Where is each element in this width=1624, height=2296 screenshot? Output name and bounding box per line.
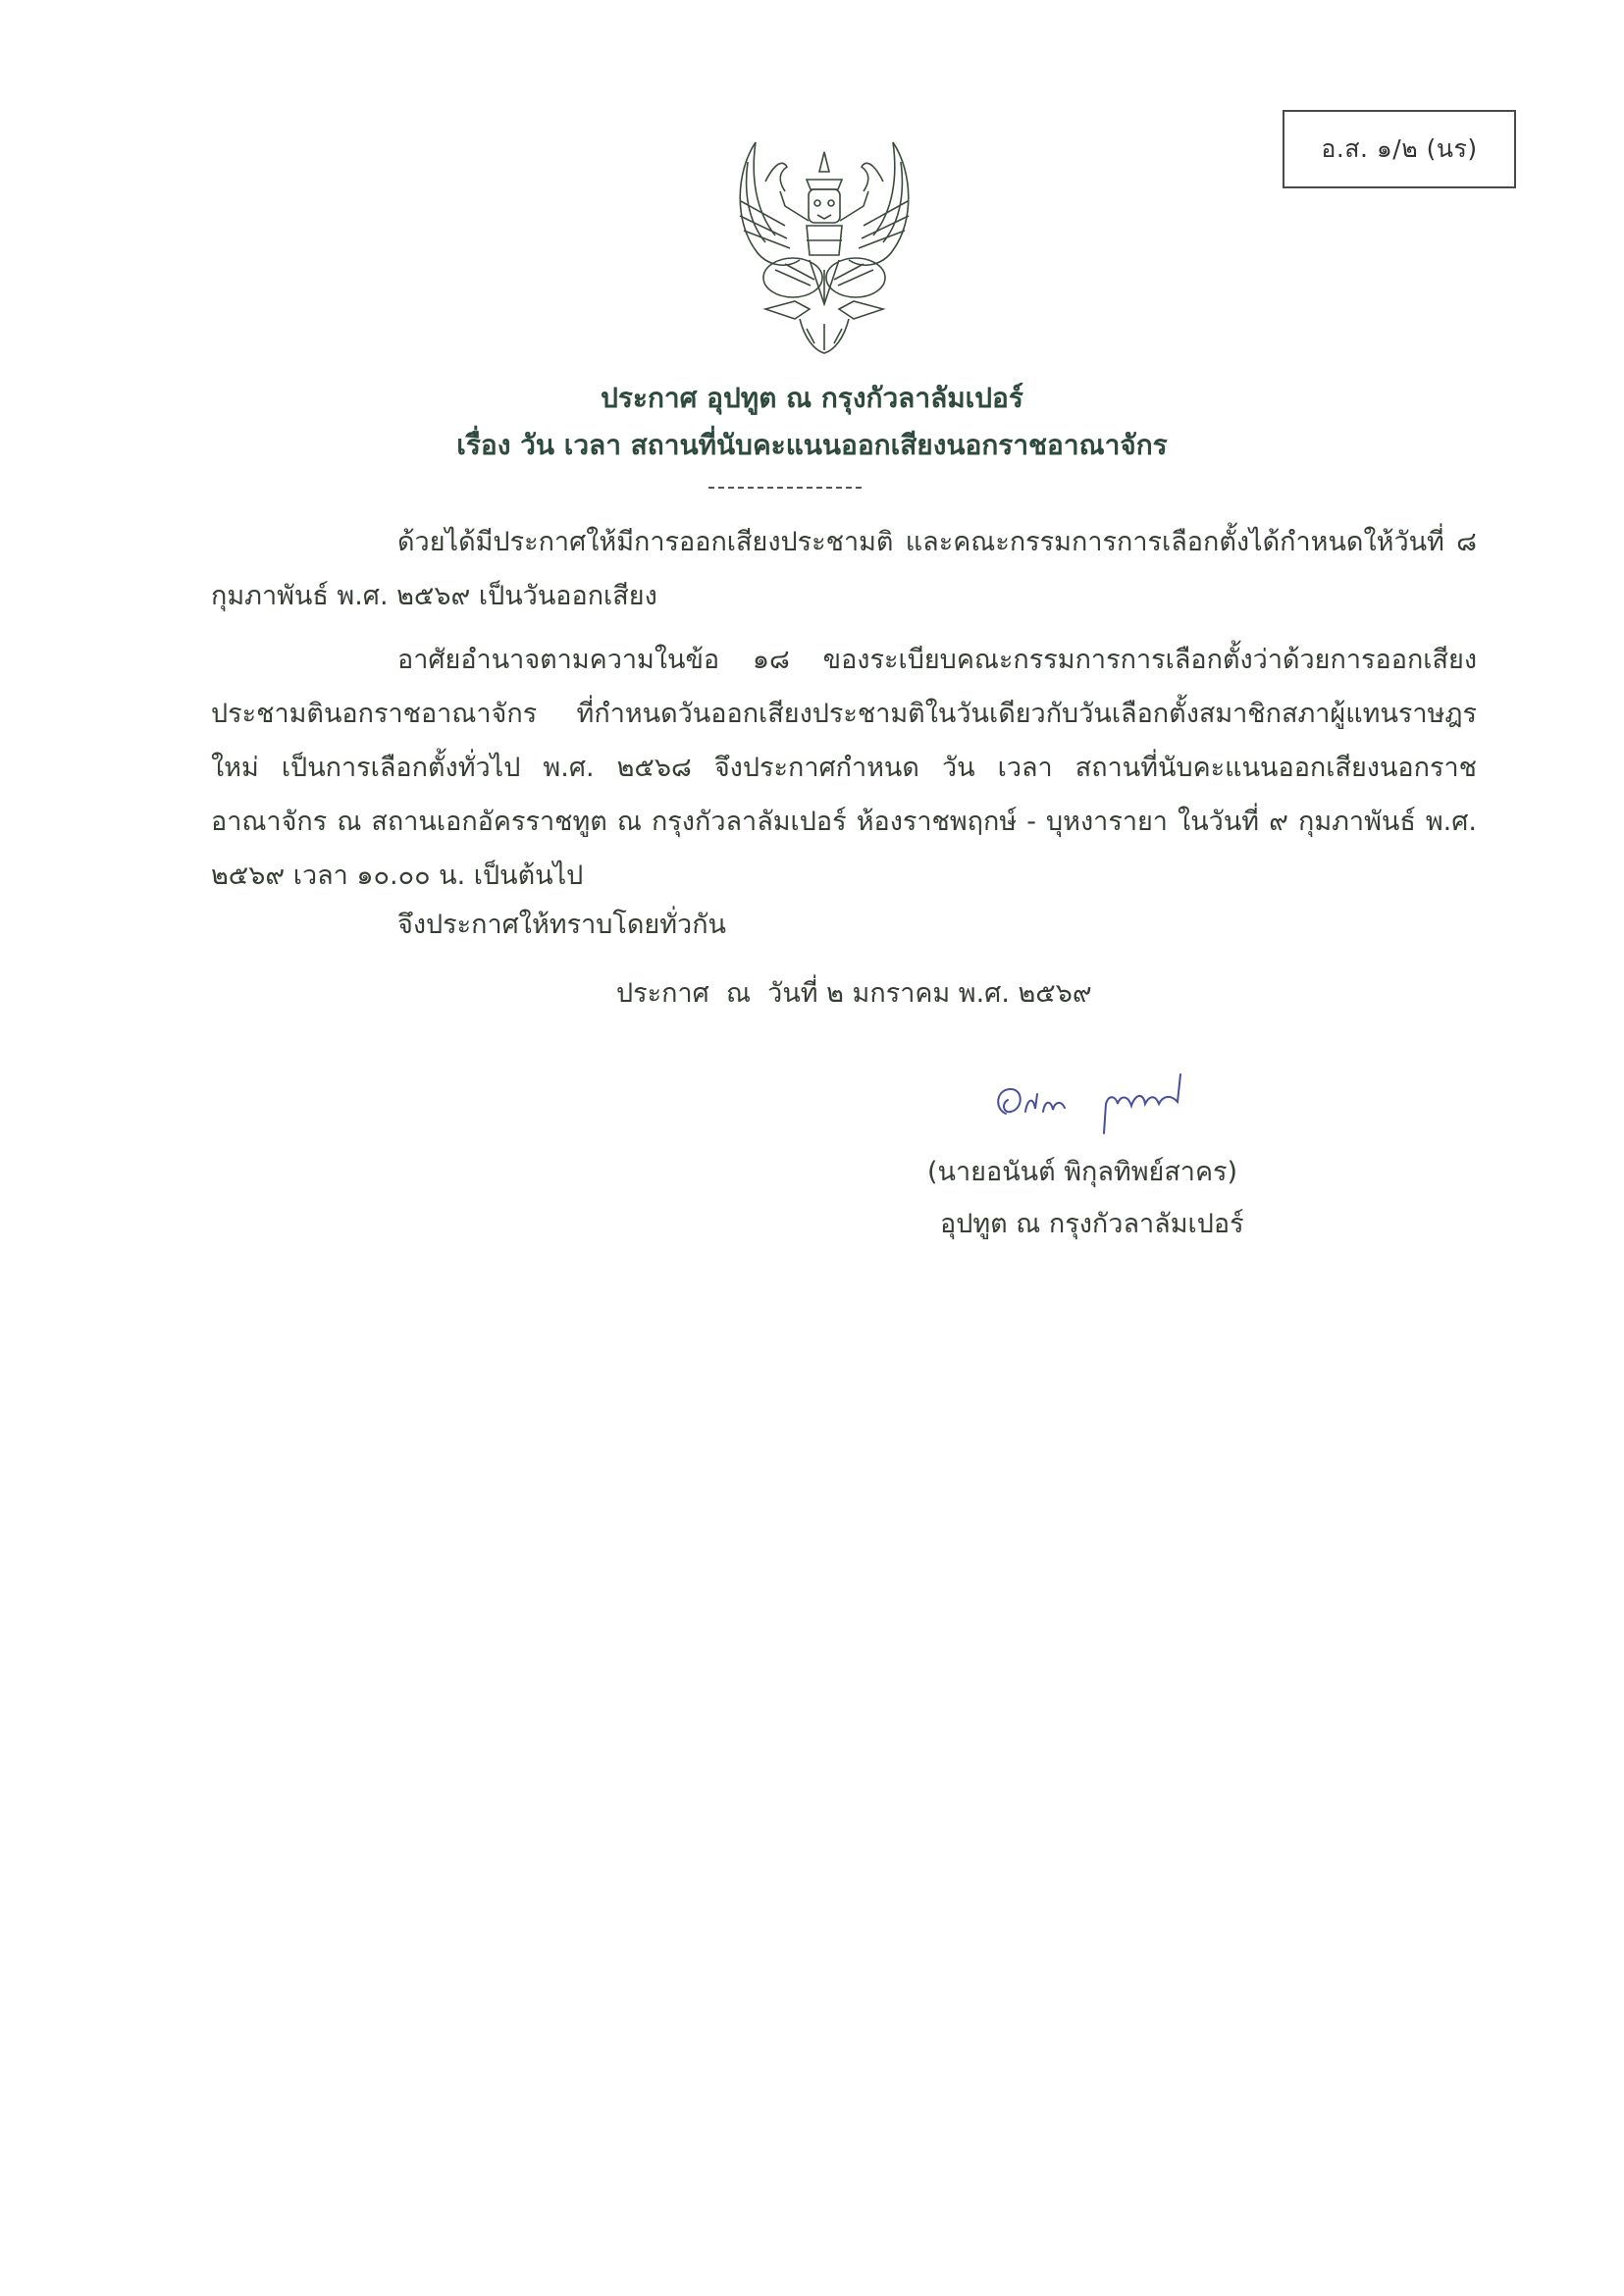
paragraph-3-text: จึงประกาศให้ทราบโดยทั่วกัน: [397, 910, 726, 940]
title-separator: [708, 487, 862, 489]
paragraph-1: [211, 515, 1477, 623]
paragraph-2: [211, 633, 1477, 903]
announcement-title: ประกาศ อุปทูต ณ กรุงกัวลาลัมเปอร์: [601, 382, 1023, 414]
announcement-subject: เรื่อง วัน เวลา สถานที่นับคะแนนออกเสียงนอกราชอาณาจักร: [456, 429, 1168, 461]
signer-title: อุปทูต ณ กรุงกัวลาลัมเปอร์: [940, 1209, 1244, 1239]
signature-icon: [986, 1065, 1241, 1143]
garuda-emblem-icon: [726, 132, 922, 358]
document-code: อ.ส. ๑/๒ (นร): [1321, 134, 1478, 163]
paragraph-3: [397, 898, 1281, 952]
paragraph-2-text: อาศัยอำนาจตามความในข้อ ๑๘ ของระเบียบคณะกรรมการการเลือกตั้งว่าด้วยการออกเสียงประชามตินอกราชอาณาจักร ที่กำหนดวันออกเสียงประชามติในวันเดียวกับวันเลือกตั้งสมาชิกสภาผู้แทนราษฎรใหม่ เป็นการเลือกตั้งทั่วไป พ.ศ. ๒๕๖๘ จึงประกาศกำหนด วัน เวลา สถานที่นับคะแนนออกเสียงนอกราชอาณาจักร ณ สถานเอกอัครราชทูต ณ กรุงกัวลาลัมเปอร์ ห้องราชพฤกษ์ - บุหงารายา ในวันที่ ๙ กุมภาพันธ์ พ.ศ. ๒๕๖๙ เวลา ๑๐.๐๐ น. เป็นต้นไป: [211, 645, 1477, 891]
document-code-box: [1283, 110, 1516, 188]
announcement-date: ประกาศ ณ วันที่ ๒ มกราคม พ.ศ. ๒๕๖๙: [616, 978, 1092, 1009]
paragraph-1-text: ด้วยได้มีประกาศให้มีการออกเสียงประชามติ และคณะกรรมการการเลือกตั้งได้กำหนดให้วันที่ ๘ กุมภาพันธ์ พ.ศ. ๒๕๖๙ เป็นวันออกเสียง: [211, 527, 1477, 611]
signer-name: (นายอนันต์ พิกุลทิพย์สาคร): [927, 1157, 1238, 1187]
